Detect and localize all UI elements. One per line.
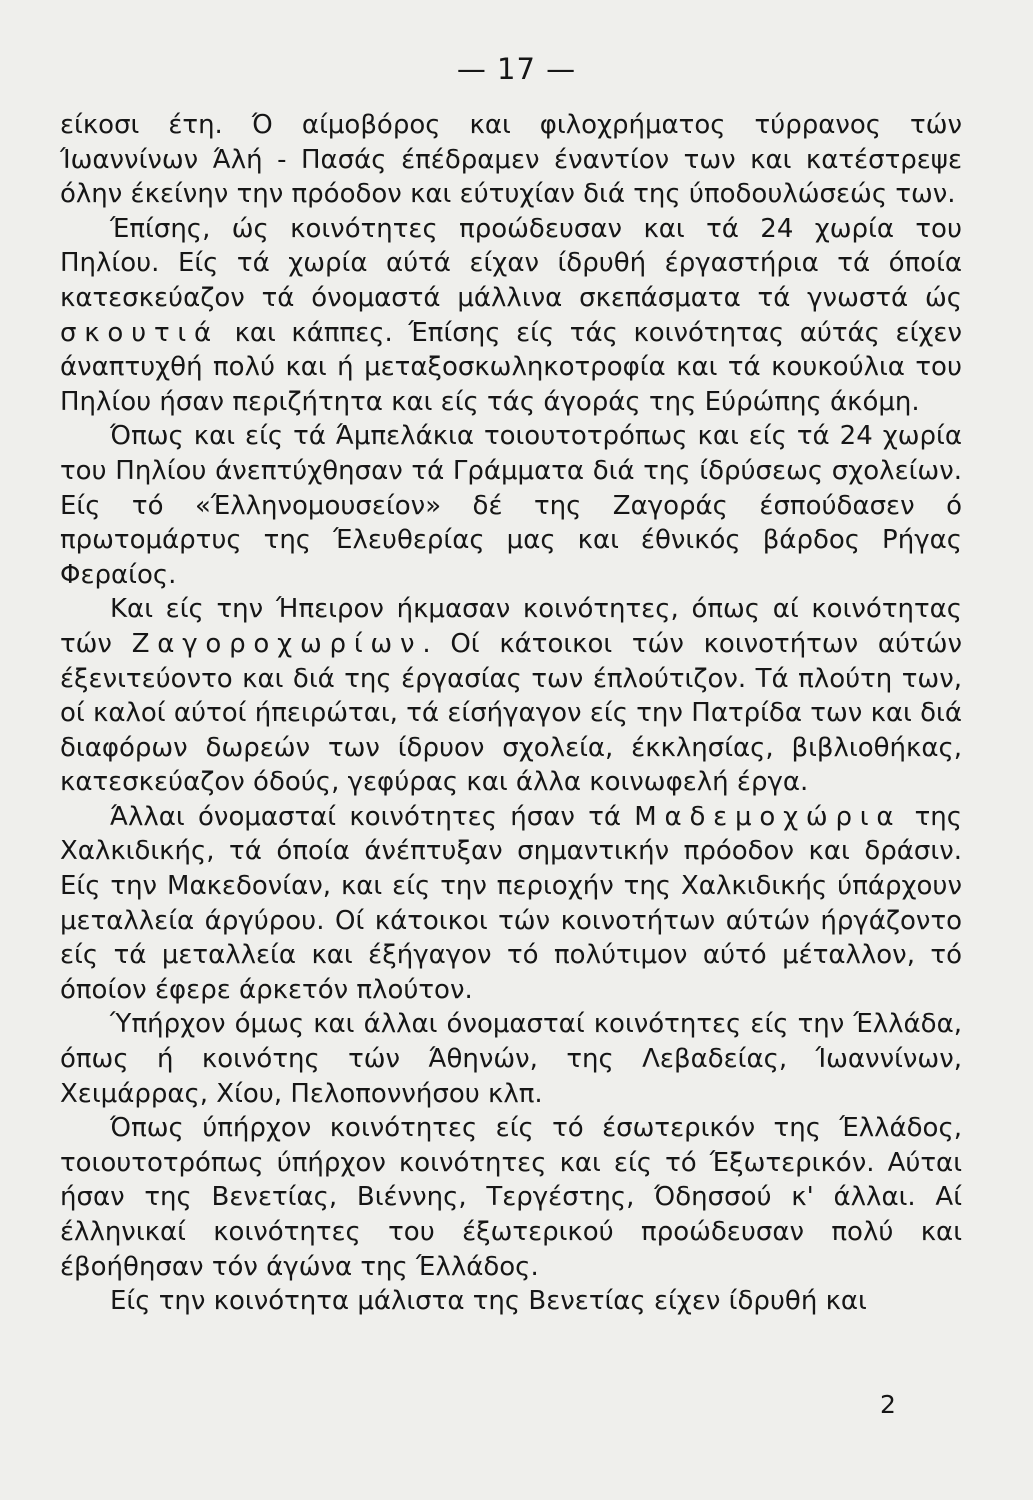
text-segment: Άλλαι όνομασταί κοινότητες ήσαν τά [110,801,635,832]
text-segment: Και είς την Ήπειρον ήκμασαν κοινότητες, όπως αί κοινότητας τών [60,594,962,659]
text-segment: Έπίσης, ώς κοινότητες προώδευσαν και τά 24 χωρία του Πηλίου. Είς τά χωρία αύτά είχαν ίδρυθή έργαστήρια τά όποία κατεσκεύαζον τά όνομαστά μάλλινα σκεπάσματα τά γνωστά ώς [60,213,962,313]
signature-mark: 2 [880,1390,896,1419]
paragraph-p4 [60,592,962,800]
paragraph-p8 [60,1284,962,1319]
text-segment: και κάππες. Έπίσης είς τάς κοινότητας αύτάς είχεν άναπτυχθή πολύ και ή μεταξοσκωληκοτροφία και τά κουκούλια του Πηλίου ήσαν περιζήτητα και είς τάς άγοράς της Εύρώπης άκόμη. [60,317,962,417]
text-segment: Όπως ύπήρχον κοινότητες είς τό έσωτερικόν της Έλλάδος, τοιουτοτρόπως ύπήρχον κοινότητες και είς τό Έξωτερικόν. Αύται ήσαν της Βενετίας, Βιέννης, Τεργέστης, Όδησσού κ' άλλαι. Αί έλληνικαί κοινότητες του έξωτερικού προώδευσαν πολύ και έβοήθησαν τόν άγώνα της Έλλάδος. [60,1113,962,1282]
text-segment: είκοσι έτη. Ό αίμοβόρος και φιλοχρήματος τύρρανος τών Ίωαννίνων Άλή - Πασάς έπέδραμεν έναντίον των και κατέστρεψε όλην έκείνην την πρόοδον και εύτυχίαν διά της ύποδουλώσεώς των. [60,110,962,210]
emphasized-term: σκουτιά [60,317,219,348]
text-segment: Είς την κοινότητα μάλιστα της Βενετίας είχεν ίδρυθή και [110,1286,867,1317]
paragraph-p2 [60,212,962,420]
paragraph-p3 [60,419,962,592]
emphasized-term: Μαδεμοχώρια [634,801,902,832]
paragraph-p6 [60,1007,962,1111]
paragraph-p1 [60,108,962,212]
body-text [60,108,962,1319]
paragraph-p5 [60,800,962,1008]
paragraph-p7 [60,1111,962,1284]
text-segment: της Χαλκιδικής, τά όποία άνέπτυξαν σημαντικήν πρόοδον και δράσιν. Είς την Μακεδονίαν, και είς την περιοχήν της Χαλκιδικής ύπάρχουν μεταλλεία άργύρου. Οί κάτοικοι τών κοινοτήτων αύτών ήργάζοντο είς τά μεταλλεία και έξήγαγον τό πολύτιμον αύτό μέταλλον, τό όποίον έφερε άρκετόν πλούτον. [60,801,963,1005]
text-segment: Όπως και είς τά Άμπελάκια τοιουτοτρόπως και είς τά 24 χωρία του Πηλίου άνεπτύχθησαν τά Γράμματα διά της ίδρύσεως σχολείων. Είς τό «Έλληνομουσείον» δέ της Ζαγοράς έσπούδασεν ό πρωτομάρτυς της Έλευθερίας μας και έθνικός βάρδος Ρήγας Φεραίος. [60,421,962,590]
text-segment: Ύπήρχον όμως και άλλαι όνομασταί κοινότητες είς την Έλλάδα, όπως ή κοινότης τών Άθηνών, της Λεβαδείας, Ίωαννίνων, Χειμάρρας, Χίου, Πελοποννήσου κλπ. [60,1009,962,1109]
text-segment: . Οί κάτοικοι τών κοινοτήτων αύτών έξενιτεύοντο και διά της έργασίας των έπλούτιζον. Τά πλούτη των, οί καλοί αύτοί ήπειρώται, τά είσήγαγον είς την Πατρίδα των και διά διαφόρων δωρεών των ίδρυον σχολεία, έκκλησίας, βιβλιοθήκας, κατεσκεύαζον όδούς, γεφύρας και άλλα κοινωφελή έργα. [60,628,962,798]
emphasized-term: Ζαγοροχωρίων [131,628,423,659]
page-number: — 17 — [456,52,577,86]
